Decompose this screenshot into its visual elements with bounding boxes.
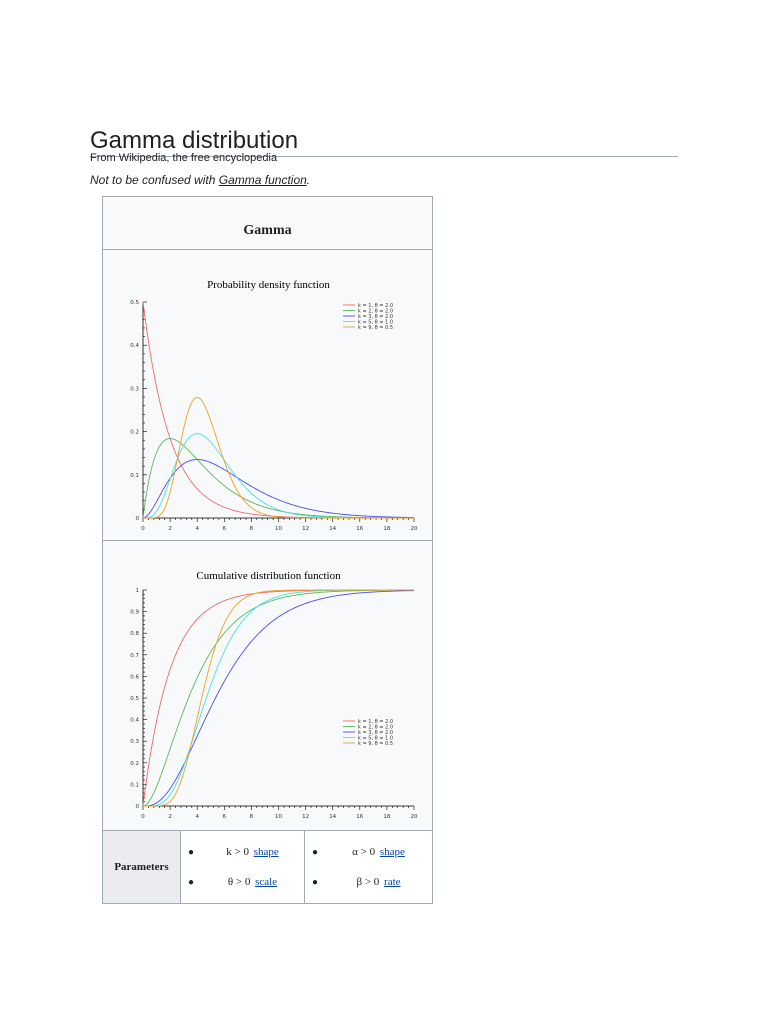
legend-label: k = 3, θ = 2.0 — [358, 729, 394, 736]
chart-title: Cumulative distribution function — [196, 570, 341, 582]
x-tick-label: 6 — [222, 526, 227, 532]
series-line — [143, 434, 414, 518]
x-tick-label: 2 — [168, 814, 172, 820]
y-tick-label: 0.3 — [130, 386, 139, 393]
param-k — [181, 840, 304, 864]
legend-label: k = 9, θ = 0.5 — [358, 324, 394, 331]
legend-label: k = 5, θ = 1.0 — [358, 319, 394, 326]
y-tick-label: 0.9 — [130, 609, 139, 616]
bullet-icon: ● — [187, 846, 195, 858]
page-title: Gamma distribution — [90, 126, 678, 157]
x-tick-label: 2 — [168, 526, 172, 532]
cdf-chart[interactable] — [103, 541, 432, 830]
x-tick-label: 4 — [195, 526, 199, 532]
y-tick-label: 0 — [135, 804, 139, 810]
y-tick-label: 0.6 — [130, 674, 139, 681]
x-tick-label: 14 — [329, 526, 337, 532]
chart-title: Probability density function — [207, 279, 330, 291]
x-tick-label: 18 — [383, 814, 391, 820]
y-tick-label: 0.8 — [130, 631, 139, 638]
infobox-title: Gamma — [103, 197, 432, 249]
x-tick-label: 20 — [410, 814, 418, 820]
y-tick-label: 0.2 — [130, 760, 139, 767]
y-tick-label: 0.5 — [130, 300, 139, 306]
parameters-row — [103, 830, 432, 903]
rate-link[interactable]: rate — [384, 876, 401, 888]
y-tick-label: 0.3 — [130, 739, 139, 746]
param-beta — [305, 870, 432, 894]
param-alpha — [305, 840, 432, 864]
x-tick-label: 14 — [329, 814, 337, 820]
x-tick-label: 0 — [141, 814, 145, 820]
y-tick-label: 0.4 — [130, 343, 139, 350]
bullet-icon: ● — [311, 876, 319, 888]
scale-link[interactable]: scale — [255, 876, 278, 888]
legend-label: k = 3, θ = 2.0 — [358, 313, 394, 320]
y-tick-label: 0.7 — [130, 652, 139, 659]
y-tick-label: 0.2 — [130, 429, 139, 436]
series-line — [143, 302, 414, 518]
x-tick-label: 0 — [141, 526, 145, 532]
x-tick-label: 12 — [302, 526, 310, 532]
x-tick-label: 12 — [302, 814, 310, 820]
legend-label: k = 1, θ = 2.0 — [358, 718, 394, 725]
series-line — [143, 460, 414, 518]
x-tick-label: 16 — [356, 814, 364, 820]
params-column-left — [181, 831, 305, 903]
hatnote — [90, 173, 310, 187]
param-alpha-text: α > 0 — [352, 846, 376, 858]
bullet-icon: ● — [311, 846, 319, 858]
infobox — [102, 196, 433, 904]
pdf-chart[interactable] — [103, 250, 432, 540]
hatnote-prefix: Not to be confused with — [90, 173, 219, 187]
param-theta — [181, 870, 304, 894]
x-tick-label: 8 — [249, 526, 254, 532]
param-beta-text: β > 0 — [356, 876, 380, 888]
cdf-chart-cell — [103, 540, 432, 830]
shape-link[interactable]: shape — [379, 846, 405, 858]
hatnote-suffix: . — [306, 173, 311, 187]
gamma-function-link[interactable]: Gamma function — [218, 173, 307, 187]
x-tick-label: 18 — [383, 526, 391, 532]
y-tick-label: 0.1 — [130, 782, 139, 789]
legend-label: k = 5, θ = 1.0 — [358, 735, 394, 742]
series-line — [143, 590, 414, 806]
x-tick-label: 20 — [410, 526, 418, 532]
legend-label: k = 9, θ = 0.5 — [358, 740, 394, 747]
x-tick-label: 10 — [275, 814, 282, 820]
x-tick-label: 10 — [275, 526, 282, 532]
series-line — [143, 439, 414, 518]
param-theta-text: θ > 0 — [227, 876, 251, 888]
parameters-label: Parameters — [103, 831, 181, 903]
x-tick-label: 16 — [356, 526, 364, 532]
bullet-icon: ● — [187, 876, 195, 888]
param-k-text: k > 0 — [226, 846, 249, 858]
y-tick-label: 0.4 — [130, 717, 139, 724]
legend-label: k = 2, θ = 2.0 — [358, 308, 394, 315]
params-column-right — [305, 831, 432, 903]
site-tagline: From Wikipedia, the free encyclopedia — [90, 152, 278, 164]
y-tick-label: 1 — [135, 588, 139, 594]
shape-link[interactable]: shape — [253, 846, 279, 858]
pdf-chart-cell — [103, 249, 432, 540]
y-tick-label: 0.5 — [130, 696, 139, 702]
x-tick-label: 4 — [195, 814, 199, 820]
y-tick-label: 0 — [135, 516, 139, 522]
x-tick-label: 6 — [222, 814, 227, 820]
y-tick-label: 0.1 — [130, 472, 139, 479]
legend-label: k = 1, θ = 2.0 — [358, 302, 394, 309]
x-tick-label: 8 — [249, 814, 254, 820]
legend-label: k = 2, θ = 2.0 — [358, 724, 394, 731]
